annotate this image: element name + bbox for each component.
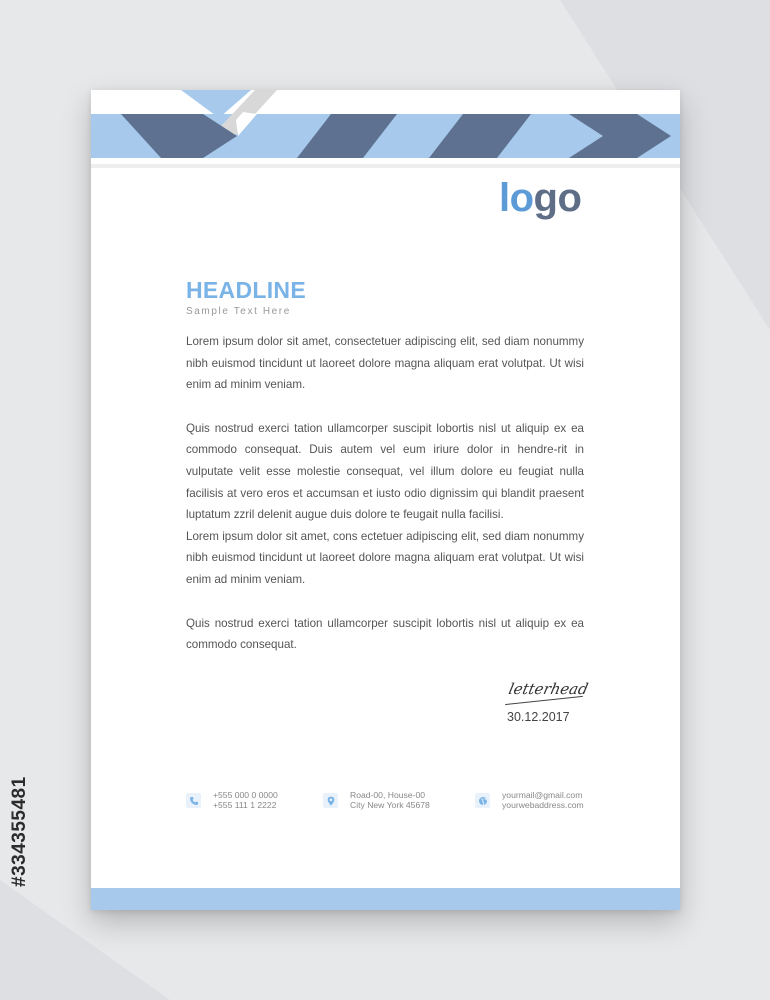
body-text <box>186 331 584 656</box>
contact-address <box>323 790 430 810</box>
contact-phone <box>186 790 278 810</box>
paragraph: Lorem ipsum dolor sit amet, cons ectetuer adipiscing elit, sed diam nonummy nibh euismod tincidunt ut laoreet dolore magna aliquam erat volutpat. Ut wisi enim ad minim veniam. <box>186 529 584 586</box>
header-chevron-banner <box>91 90 680 172</box>
address-line-2: City New York 45678 <box>350 800 430 810</box>
globe-icon <box>475 793 490 808</box>
address-line-1: Road-00, House-00 <box>350 790 426 800</box>
location-pin-icon <box>323 793 338 808</box>
letter-date: 30.12.2017 <box>507 710 570 724</box>
subheadline: Sample Text Here <box>186 306 291 317</box>
footer-bar <box>91 888 680 910</box>
phone-icon <box>186 793 201 808</box>
stock-id-label: #334355481 <box>9 776 30 888</box>
email-line: yourmail@gmail.com <box>502 790 583 800</box>
paragraph: Lorem ipsum dolor sit amet, consectetuer adipiscing elit, sed diam nonummy nibh euismod tincidunt ut laoreet dolore magna aliquam erat volutpat. Ut wisi enim ad minim veniam. <box>186 335 584 392</box>
paragraph: Quis nostrud exerci tation ullamcorper suscipit lobortis nisl ut aliquip ex ea commodo consequat. Duis autem vel eum iriure dolor in hendre-rit in vulputate velit esse molestie consequat, vel illum dolore eu feugiat nulla facilisis at vero eros et accumsan et iusto odio dignissim qui blandit praesent luptatum zzril delenit augue duis dolore te feugait nulla facilisi. <box>186 421 584 522</box>
phone-line-1: +555 000 0 0000 <box>213 790 278 800</box>
letterhead-page <box>91 90 680 910</box>
headline: HEADLINE <box>186 277 306 303</box>
contact-web <box>475 790 584 810</box>
signature: letterhead <box>507 680 590 698</box>
company-logo: logo <box>499 176 582 220</box>
phone-line-2: +555 111 1 2222 <box>213 800 277 810</box>
website-line: yourwebaddress.com <box>502 800 584 810</box>
paragraph: Quis nostrud exerci tation ullamcorper suscipit lobortis nisl ut aliquip ex ea commodo consequat. <box>186 616 584 652</box>
